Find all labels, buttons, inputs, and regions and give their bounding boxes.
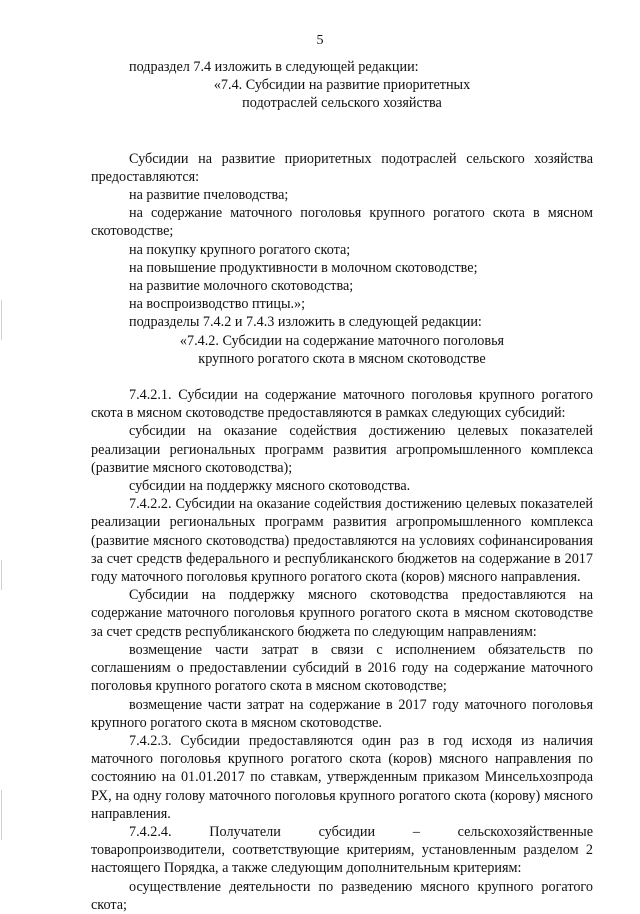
spacer xyxy=(91,368,593,386)
paragraph: подраздел 7.4 изложить в следующей редакции: xyxy=(129,59,419,75)
scan-edge-mark xyxy=(1,300,2,340)
paragraph: на повышение продуктивности в молочном скотоводстве; xyxy=(129,259,478,276)
paragraph: субсидии на оказание содействия достижению целевых показателей реализации региональных программ развития агропромышленного комплекса (развитие мясного скотоводства); xyxy=(91,423,593,476)
page-number: 5 xyxy=(316,33,324,48)
paragraph: 7.4.2.3. Субсидии предоставляются один раз в год исходя из наличия маточного поголовья крупного рогатого скота (коров) мясного направления по состоянию на 01.01.2017 по ставкам, утвержденным приказом Минсельхозпрода РХ, на одну голову маточного поголовья крупного рогатого скота (корову) мясного направления. xyxy=(91,732,593,822)
section-heading-line: «7.4.2. Субсидии на содержание маточного поголовья xyxy=(179,332,505,349)
paragraph: на воспроизводство птицы.»; xyxy=(129,296,306,313)
paragraph: Субсидии на поддержку мясного скотоводства предоставляются на содержание маточного поголовья крупного рогатого скота в мясном скотоводстве за счет средств республиканского бюджета по следующим направлениям: xyxy=(91,587,593,640)
paragraph: субсидии на поддержку мясного скотоводства. xyxy=(129,478,411,495)
paragraph: возмещение части затрат на содержание в 2017 году маточного поголовья крупного рогатого скота в мясном скотоводстве. xyxy=(91,696,593,731)
paragraph: на развитие пчеловодства; xyxy=(129,187,289,204)
paragraph: возмещение части затрат в связи с исполнением обязательств по соглашениям о предоставлении субсидий в 2016 году на содержание маточного поголовья крупного рогатого скота в мясном скотоводстве; xyxy=(91,641,593,695)
document-body xyxy=(91,58,593,914)
paragraph: на содержание маточного поголовья крупного рогатого скота в мясном скотоводстве; xyxy=(91,205,593,240)
section-heading-line: «7.4. Субсидии на развитие приоритетных xyxy=(213,77,471,94)
section-heading-line: крупного рогатого скота в мясном скотоводстве xyxy=(198,350,486,367)
paragraph: 7.4.2.4. Получатели субсидии – сельскохозяйственные товаропроизводители, соответствующие критериям, установленным разделом 2 настоящего Порядка, а также следующим дополнительным критериям: xyxy=(91,823,593,877)
paragraph: Субсидии на развитие приоритетных подотраслей сельского хозяйства предоставляются: xyxy=(91,150,593,185)
paragraph: 7.4.2.1. Субсидии на содержание маточного поголовья крупного рогатого скота в мясном скотоводстве предоставляются в рамках следующих субсидий: xyxy=(91,387,593,422)
paragraph: на развитие молочного скотоводства; xyxy=(129,278,354,295)
spacer xyxy=(91,113,593,150)
scan-edge-mark xyxy=(1,790,2,840)
paragraph: на покупку крупного рогатого скота; xyxy=(129,241,351,258)
section-heading-line: подотраслей сельского хозяйства xyxy=(242,95,442,112)
paragraph: осуществление деятельности по разведению мясного крупного рогатого скота; xyxy=(91,878,593,913)
paragraph: подразделы 7.4.2 и 7.4.3 изложить в следующей редакции: xyxy=(129,314,482,331)
scan-edge-mark xyxy=(1,560,2,590)
paragraph: 7.4.2.2. Субсидии на оказание содействия достижению целевых показателей реализации региональных программ развития агропромышленного комплекса (развитие мясного скотоводства) предоставляются на условиях софинансирования за счет средств федерального и республиканского бюджетов на содержание в 2017 году маточного поголовья крупного рогатого скота (коров) мясного направления. xyxy=(91,496,593,586)
